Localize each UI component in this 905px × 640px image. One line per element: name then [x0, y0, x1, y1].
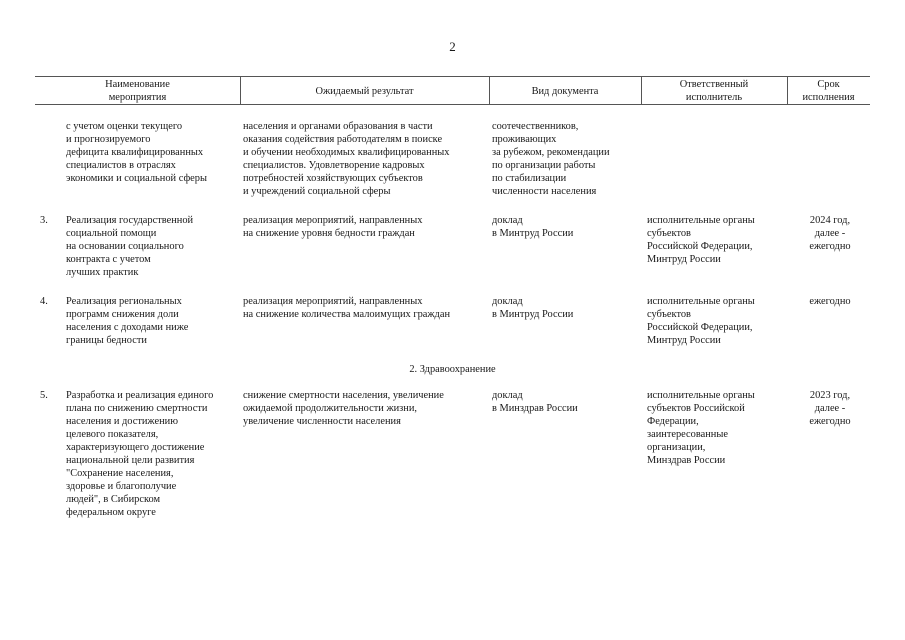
- row-4-name: Реализация региональных программ снижения доли населения с доходами ниже границы бедности: [66, 296, 189, 346]
- row-3-number: 3.: [40, 215, 48, 226]
- cont-result: населения и органами образования в части оказания содействия работодателям в поиске и обучении необходимых квалифицированных специалистов. Удовлетворение кадровых потребностей хозяйствующих субъектов и учреждений социальной сферы: [243, 121, 450, 197]
- page-number: 2: [449, 39, 456, 54]
- section-title: 2. Здравоохранение: [409, 364, 496, 375]
- row-5-doc: доклад в Минздрав России: [492, 390, 578, 414]
- row-5-name: Разработка и реализация единого плана по снижению смертности населения и достижению целевого показателя, характеризующего достижение национальной цели развития "Сохранение населения, здоровье и благополучие людей", в Сибирском федеральном округе: [66, 390, 214, 518]
- row-5-number: 5.: [40, 390, 48, 401]
- header-deadline: Срок исполнения: [802, 79, 855, 103]
- row-3-deadline: 2024 год, далее - ежегодно: [809, 215, 851, 252]
- header-responsible: Ответственный исполнитель: [679, 79, 749, 103]
- row-5-result: снижение смертности населения, увеличение ожидаемой продолжительности жизни, увеличение численности населения: [243, 390, 444, 427]
- table-header-bottom-rule: [35, 104, 870, 105]
- row-4-doc: доклад в Минтруд России: [492, 296, 574, 320]
- row-4-number: 4.: [40, 296, 48, 307]
- row-4-result: реализация мероприятий, направленных на снижение количества малоимущих граждан: [243, 296, 451, 320]
- cont-name: с учетом оценки текущего и прогнозируемого дефицита квалифицированных специалистов в отраслях экономики и социальной сферы: [66, 121, 207, 184]
- row-4-deadline: ежегодно: [809, 296, 851, 307]
- row-5-responsible: исполнительные органы субъектов Российской Федерации, заинтересованные организации, Минздрав России: [647, 390, 755, 466]
- row-3-doc: доклад в Минтруд России: [492, 215, 574, 239]
- header-doc: Вид документа: [531, 86, 599, 97]
- row-3-name: Реализация государственной социальной помощи на основании социального контракта с учетом лучших практик: [66, 215, 194, 278]
- row-5-deadline: 2023 год, далее - ежегодно: [809, 390, 851, 427]
- cont-doc: соотечественников, проживающих за рубежом, рекомендации по организации работы по стабилизации численности населения: [492, 121, 610, 197]
- row-4-responsible: исполнительные органы субъектов Российской Федерации, Минтруд России: [647, 296, 755, 346]
- header-result: Ожидаемый результат: [315, 86, 414, 97]
- header-name: Наименование мероприятия: [105, 79, 170, 103]
- table-header-top-rule: [35, 76, 870, 77]
- row-3-result: реализация мероприятий, направленных на снижение уровня бедности граждан: [243, 215, 423, 239]
- row-3-responsible: исполнительные органы субъектов Российской Федерации, Минтруд России: [647, 215, 755, 265]
